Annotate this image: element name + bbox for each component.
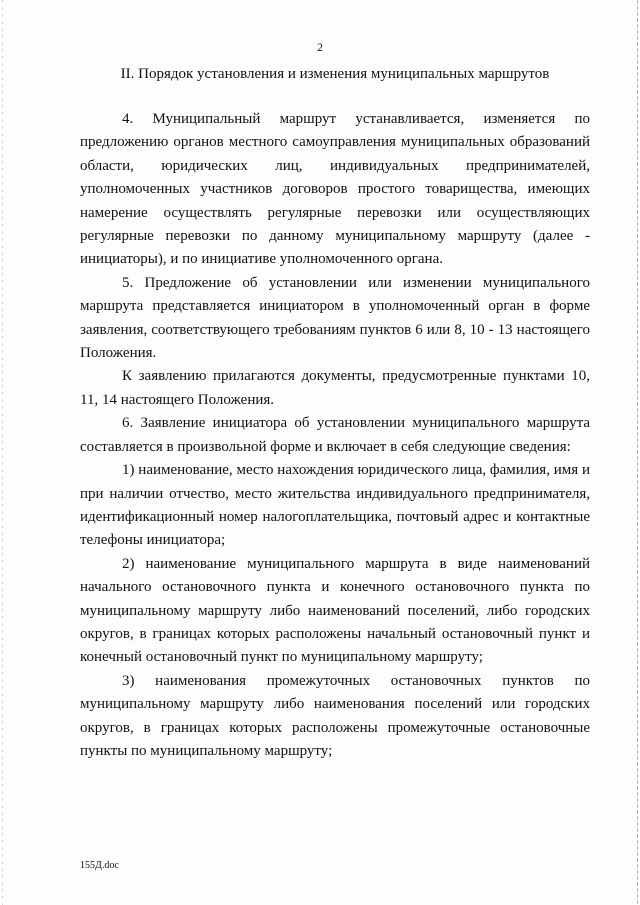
paragraph-6: 6. Заявление инициатора об установлении муниципального маршрута составляется в произвольной форме и включает в себя следующие сведения: bbox=[80, 415, 590, 455]
paragraph-6-item-3: 3) наименования промежуточных остановочных пунктов по муниципальному маршруту либо наименования поселений или городских округов, в границах которых расположены промежуточные остановочные пункты по муниципальному маршруту; bbox=[80, 672, 590, 759]
scan-edge-right bbox=[637, 0, 638, 905]
page-number: 2 bbox=[317, 40, 323, 54]
section-heading: II. Порядок установления и изменения муниципальных маршрутов bbox=[120, 66, 550, 82]
document-body bbox=[80, 108, 590, 763]
scan-edge-left bbox=[2, 0, 3, 905]
paragraph-6-item-1: 1) наименование, место нахождения юридического лица, фамилия, имя и при наличии отчество, место жительства индивидуального предпринимателя, идентификационный номер налогоплательщика, почтовый адрес и контактные телефоны инициатора; bbox=[80, 462, 590, 549]
paragraph-6-item-2: 2) наименование муниципального маршрута в виде наименований начального остановочного пункта и конечного остановочного пункта по муниципальному маршруту либо наименований поселений, либо городских округов, в границах которых расположены начальный остановочный пункт и конечный остановочный пункт по муниципальному маршруту; bbox=[80, 555, 590, 666]
footer-filename: 155Д.doc bbox=[80, 860, 119, 871]
paragraph-4: 4. Муниципальный маршрут устанавливается, изменяется по предложению органов местного самоуправления муниципальных образований области, юридических лиц, индивидуальных предпринимателей, уполномоченных участников договоров простого товарищества, имеющих намерение осуществлять регулярные перевозки или осуществляющих регулярные перевозки по данному муниципальному маршруту (далее - инициаторы), и по инициативе уполномоченного органа. bbox=[80, 111, 590, 268]
paragraph-5: 5. Предложение об установлении или изменении муниципального маршрута представляется инициатором в уполномоченный орган в форме заявления, соответствующего требованиям пунктов 6 или 8, 10 - 13 настоящего Положения. bbox=[80, 274, 590, 362]
paragraph-5-attachments: К заявлению прилагаются документы, предусмотренные пунктами 10, 11, 14 настоящего Положения. bbox=[80, 368, 590, 408]
